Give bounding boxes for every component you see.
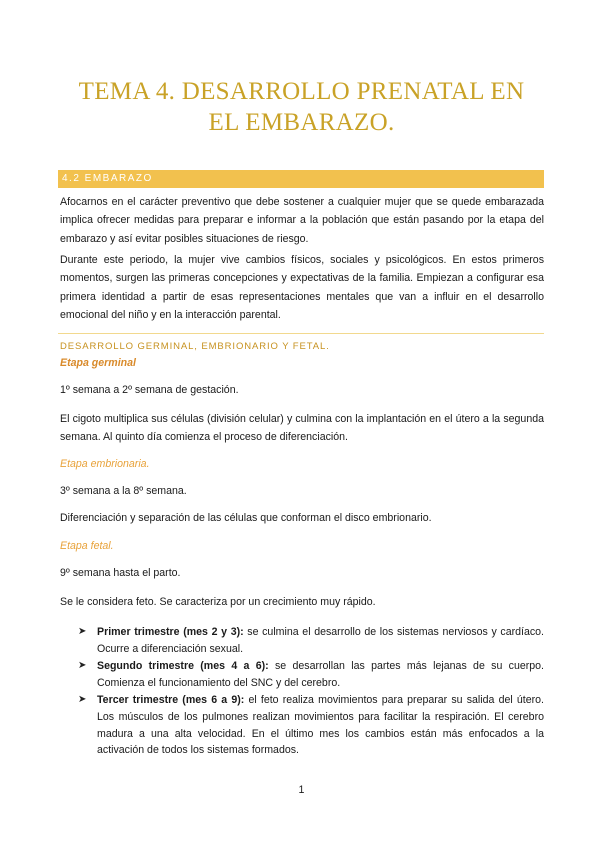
stage-fetal-label: Etapa fetal. xyxy=(60,540,114,552)
intro-paragraph-2: Durante este periodo, la mujer vive cambios físicos, sociales y psicológicos. En estos primeros momentos, surgen las primeras concepciones y expectativas de la familia. Empiezan a configurar esa primera identidad a partir de esas representaciones mentales que van a influir en el desarrollo emocional del niño y en la interacción parental. xyxy=(60,254,544,322)
page-number: 1 xyxy=(298,784,305,796)
trimester-heading: Segundo trimestre (mes 4 a 6): xyxy=(97,660,269,673)
stage-fetal-text: Se le considera feto. Se caracteriza por un crecimiento muy rápido. xyxy=(60,596,376,608)
list-item xyxy=(74,692,544,758)
arrow-bullet-icon: ➤ xyxy=(78,660,87,672)
trimester-text: se desarrollan las partes más lejanas de su cuerpo. Comienza el funcionamiento del SNC y del cerebro. xyxy=(97,660,544,689)
section-heading-bar: 4.2 EMBARAZO xyxy=(58,170,544,188)
stage-embrionaria-label: Etapa embrionaria. xyxy=(60,458,150,470)
list-item xyxy=(74,658,544,691)
trimester-heading: Tercer trimestre (mes 6 a 9): xyxy=(97,694,245,707)
stage-germinal-text: El cigoto multiplica sus células (división celular) y culmina con la implantación en el útero a la segunda semana. Al quinto día comienza el proceso de diferenciación. xyxy=(60,413,544,444)
list-item xyxy=(74,624,544,657)
trimester-text: el feto realiza movimientos para preparar su salida del útero. Los músculos de los pulmones realizan movimientos para facilitar la respiración. El cerebro madura a una alta velocidad. En el último mes los cambios están más enfocados a la activación de todos los sistemas formados. xyxy=(97,694,544,757)
trimester-list xyxy=(74,624,544,760)
intro-paragraph-1: Afocarnos en el carácter preventivo que debe sostener a cualquier mujer que se quede embarazada implica ofrecer medidas para preparar e informar a la población que están pasando por la etapa del embarazo y así evitar posibles situaciones de riesgo. xyxy=(60,196,544,245)
stage-embrionaria-weeks: 3º semana a la 8º semana. xyxy=(60,485,187,497)
trimester-heading: Primer trimestre (mes 2 y 3): xyxy=(97,626,244,638)
subsection-heading: DESARROLLO GERMINAL, EMBRIONARIO Y FETAL. xyxy=(60,341,330,352)
stage-embrionaria-text: Diferenciación y separación de las células que conforman el disco embrionario. xyxy=(60,512,432,524)
document-title: TEMA 4. DESARROLLO PRENATAL EN EL EMBARAZO. xyxy=(78,78,525,136)
stage-germinal-label: Etapa germinal xyxy=(60,357,136,369)
arrow-bullet-icon: ➤ xyxy=(78,626,87,637)
trimester-text: se culmina el desarrollo de los sistemas nerviosos y cardíaco. Ocurre a diferenciación sexual. xyxy=(97,626,544,655)
arrow-bullet-icon: ➤ xyxy=(78,694,87,706)
section-divider xyxy=(58,333,544,334)
stage-fetal-weeks: 9º semana hasta el parto. xyxy=(60,567,181,579)
stage-germinal-weeks: 1º semana a 2º semana de gestación. xyxy=(60,384,239,396)
